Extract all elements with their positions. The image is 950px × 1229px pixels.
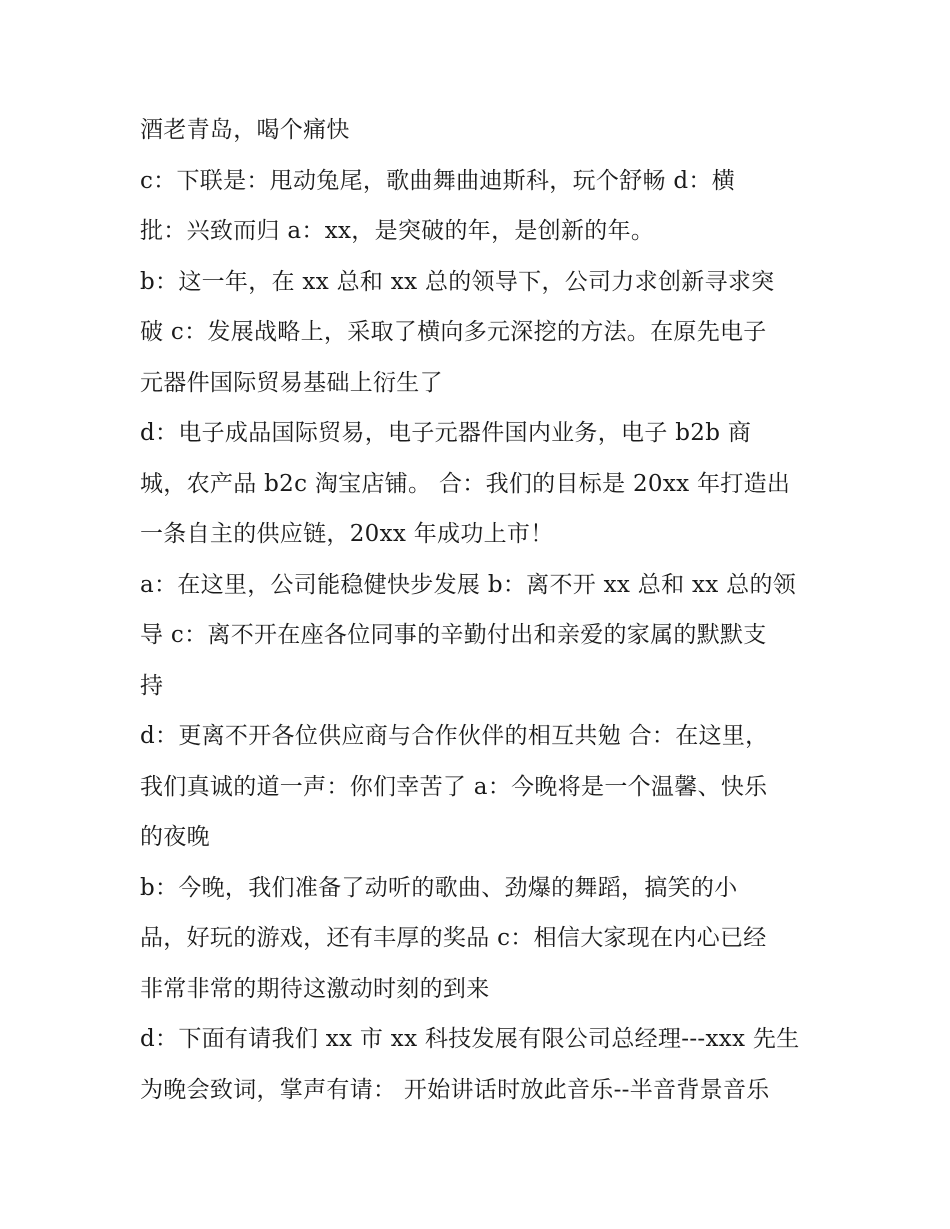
text-line: 持	[140, 672, 164, 699]
text-line: 导 c：离不开在座各位同事的辛勤付出和亲爱的家属的默默支	[140, 622, 767, 648]
text-line: b：今晚，我们准备了动听的歌曲、劲爆的舞蹈，搞笑的小	[140, 874, 738, 901]
text-line: 城，农产品 b2c 淘宝店铺。 合：我们的目标是 20xx 年打造出	[140, 470, 791, 497]
text-line: 一条自主的供应链，20xx 年成功上市！	[140, 521, 554, 547]
text-line: 为晚会致词，掌声有请： 开始讲话时放此音乐--半音背景音乐	[140, 1076, 770, 1103]
text-line: 的夜晚	[140, 824, 210, 850]
text-line: 批：兴致而归 a：xx，是突破的年，是创新的年。	[140, 218, 655, 244]
text-line: d：电子成品国际贸易，电子元器件国内业务，电子 b2b 商	[140, 420, 752, 446]
text-line: d：下面有请我们 xx 市 xx 科技发展有限公司总经理---xxx 先生	[140, 1026, 800, 1052]
document-body	[140, 108, 820, 1118]
text-line: b：这一年，在 xx 总和 xx 总的领导下，公司力求创新寻求突	[140, 268, 775, 295]
text-line: a：在这里，公司能稳健快步发展 b：离不开 xx 总和 xx 总的领	[140, 571, 797, 598]
text-line: 非常非常的期待这激动时刻的到来	[140, 975, 490, 1002]
text-line: d：更离不开各位供应商与合作伙伴的相互共勉 合：在这里，	[140, 723, 769, 749]
text-line: 元器件国际贸易基础上衍生了	[140, 369, 443, 396]
text-line: 我们真诚的道一声：你们幸苦了 a：今晚将是一个温馨、快乐	[140, 773, 768, 800]
text-line: 破 c：发展战略上，采取了横向多元深挖的方法。在原先电子	[140, 319, 767, 345]
text-line: 品，好玩的游戏，还有丰厚的奖品 c：相信大家现在内心已经	[140, 925, 767, 951]
text-line: c：下联是：甩动兔尾，歌曲舞曲迪斯科，玩个舒畅 d：横	[140, 167, 736, 194]
text-line: 酒老青岛，喝个痛快	[140, 117, 350, 143]
